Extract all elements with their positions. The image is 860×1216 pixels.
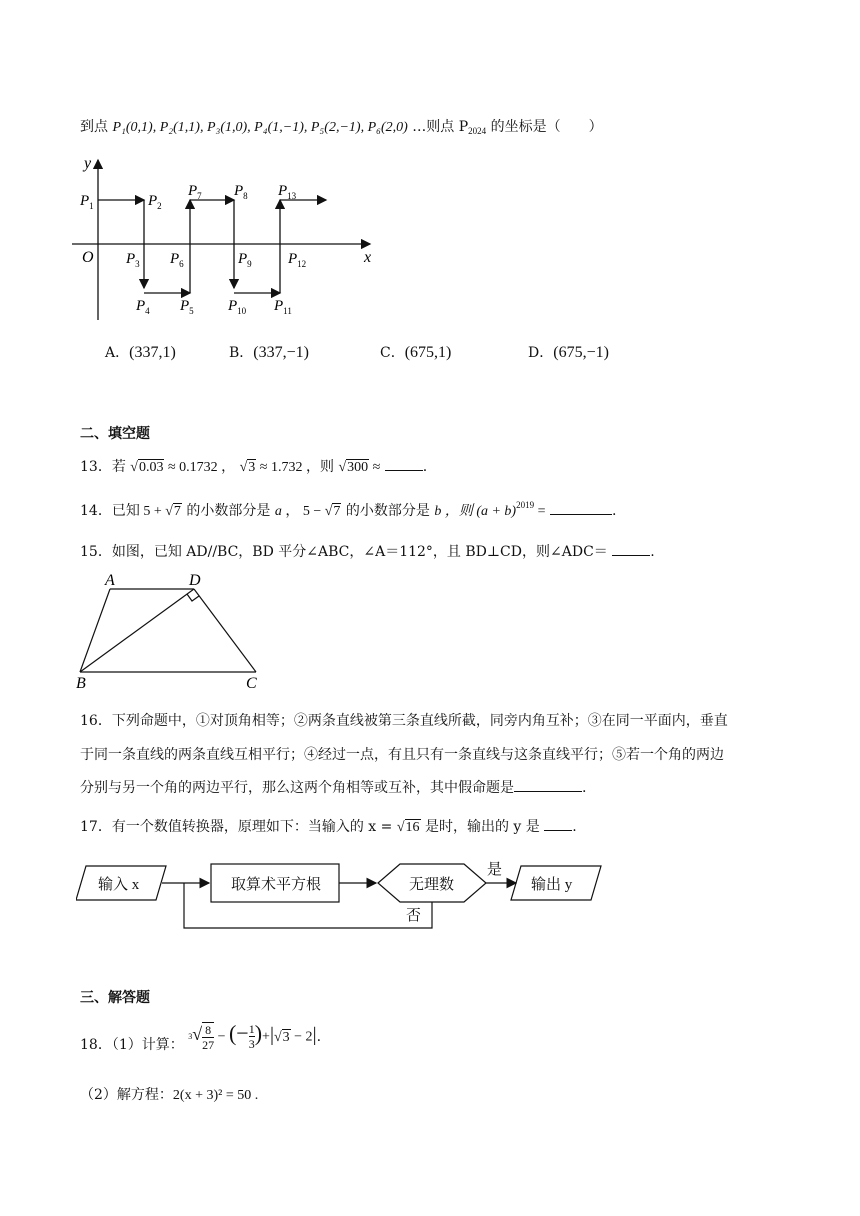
vertex-a: A bbox=[105, 572, 115, 589]
q15-answer-blank[interactable] bbox=[612, 541, 650, 556]
label-p6: $P_6$ bbox=[170, 251, 184, 269]
label-p2: $P_2$ bbox=[148, 193, 162, 211]
q12-stem: 到点 P₁(0,1), P₂(1,1), P₃(1,0), P₄(1,−1), P₅(2,−1), P₆(2,0) …则点 $P_{2024}$ 的坐标是（ ） bbox=[80, 119, 603, 136]
q12-coordinate-figure bbox=[72, 150, 382, 325]
q18-part1: 18．（1）计算： 3√ $\frac{8}{27}$ − (− $\frac{1}{3}$ )+|√3 − 2|. bbox=[80, 1020, 322, 1053]
origin-label: O bbox=[82, 249, 94, 266]
flow-process-label: 取算术平方根 bbox=[231, 877, 322, 893]
label-p5: $P_5$ bbox=[180, 298, 194, 316]
label-p10: $P_{10}$ bbox=[228, 298, 247, 316]
label-p8: $P_8$ bbox=[234, 183, 248, 201]
label-p3: $P_3$ bbox=[126, 251, 140, 269]
q17-answer-blank[interactable] bbox=[544, 816, 572, 831]
flow-input-label: 输入 x bbox=[98, 877, 140, 893]
option-b[interactable]: B．(337,−1) bbox=[229, 344, 309, 361]
q13: 13．若 √0.03 ≈ 0.1732 ， √3 ≈ 1.732 ，则 √300 ≈ . bbox=[80, 456, 427, 478]
label-p12: $P_{12}$ bbox=[288, 251, 307, 269]
vertex-b: B bbox=[76, 675, 86, 692]
q16-line2: 于同一条直线的两条直线互相平行；④经过一点，有且只有一条直线与这条直线平行；⑤若一个角的两边 bbox=[80, 747, 724, 763]
option-a[interactable]: A．(337,1) bbox=[105, 344, 176, 361]
flow-no-label: 否 bbox=[406, 908, 422, 924]
y-axis-label: y bbox=[84, 155, 92, 172]
label-p13: $P_{13}$ bbox=[278, 183, 297, 201]
label-p7: $P_7$ bbox=[188, 183, 202, 201]
q16-line1: 16．下列命题中，①对顶角相等；②两条直线被第三条直线所截，同旁内角互补；③在同一平面内，垂直 bbox=[80, 713, 728, 729]
option-d[interactable]: D．(675,−1) bbox=[528, 344, 609, 361]
q14: 14．已知 5 + √7 的小数部分是 a ， 5 − √7 的小数部分是 b ，则 $(a + b)^{2019}$ = . bbox=[80, 500, 617, 519]
section-solve-title: 三、解答题 bbox=[80, 990, 150, 1006]
q15: 15．如图，已知 AD//BC，BD 平分∠ABC，∠A＝112°，且 BD⊥CD，则∠ADC＝ . bbox=[80, 541, 655, 562]
q16-line3: 分别与另一个角的两边平行，那么这两个角相等或互补，其中假命题是 . bbox=[80, 777, 586, 798]
option-c[interactable]: C．(675,1) bbox=[380, 344, 452, 361]
label-p4: $P_4$ bbox=[136, 298, 150, 316]
vertex-c: C bbox=[246, 675, 257, 692]
q12-points: P₁(0,1), P₂(1,1), P₃(1,0), P₄(1,−1), P₅(2,−1), P₆(2,0) bbox=[112, 120, 408, 135]
q14-answer-blank[interactable] bbox=[550, 500, 612, 515]
x-axis-label: x bbox=[364, 249, 372, 266]
q17-flowchart bbox=[76, 852, 606, 934]
q17: 17．有一个数值转换器，原理如下：当输入的 x = √16 是时，输出的 y 是 . bbox=[80, 816, 577, 838]
label-p9: $P_9$ bbox=[238, 251, 252, 269]
label-p11: $P_{11}$ bbox=[274, 298, 292, 316]
q13-answer-blank[interactable] bbox=[385, 456, 423, 471]
q16-answer-blank[interactable] bbox=[514, 777, 582, 792]
section-fill-in-title: 二、填空题 bbox=[80, 426, 150, 442]
q18-part2: （2）解方程：2(x + 3)² = 50 . bbox=[80, 1087, 259, 1103]
flow-output-label: 输出 y bbox=[531, 877, 573, 893]
q15-trapezoid-figure bbox=[72, 570, 272, 692]
flow-decision-label: 无理数 bbox=[409, 877, 455, 893]
label-p1: $P_1$ bbox=[80, 193, 94, 211]
vertex-d: D bbox=[189, 572, 201, 589]
flow-yes-label: 是 bbox=[487, 862, 503, 878]
